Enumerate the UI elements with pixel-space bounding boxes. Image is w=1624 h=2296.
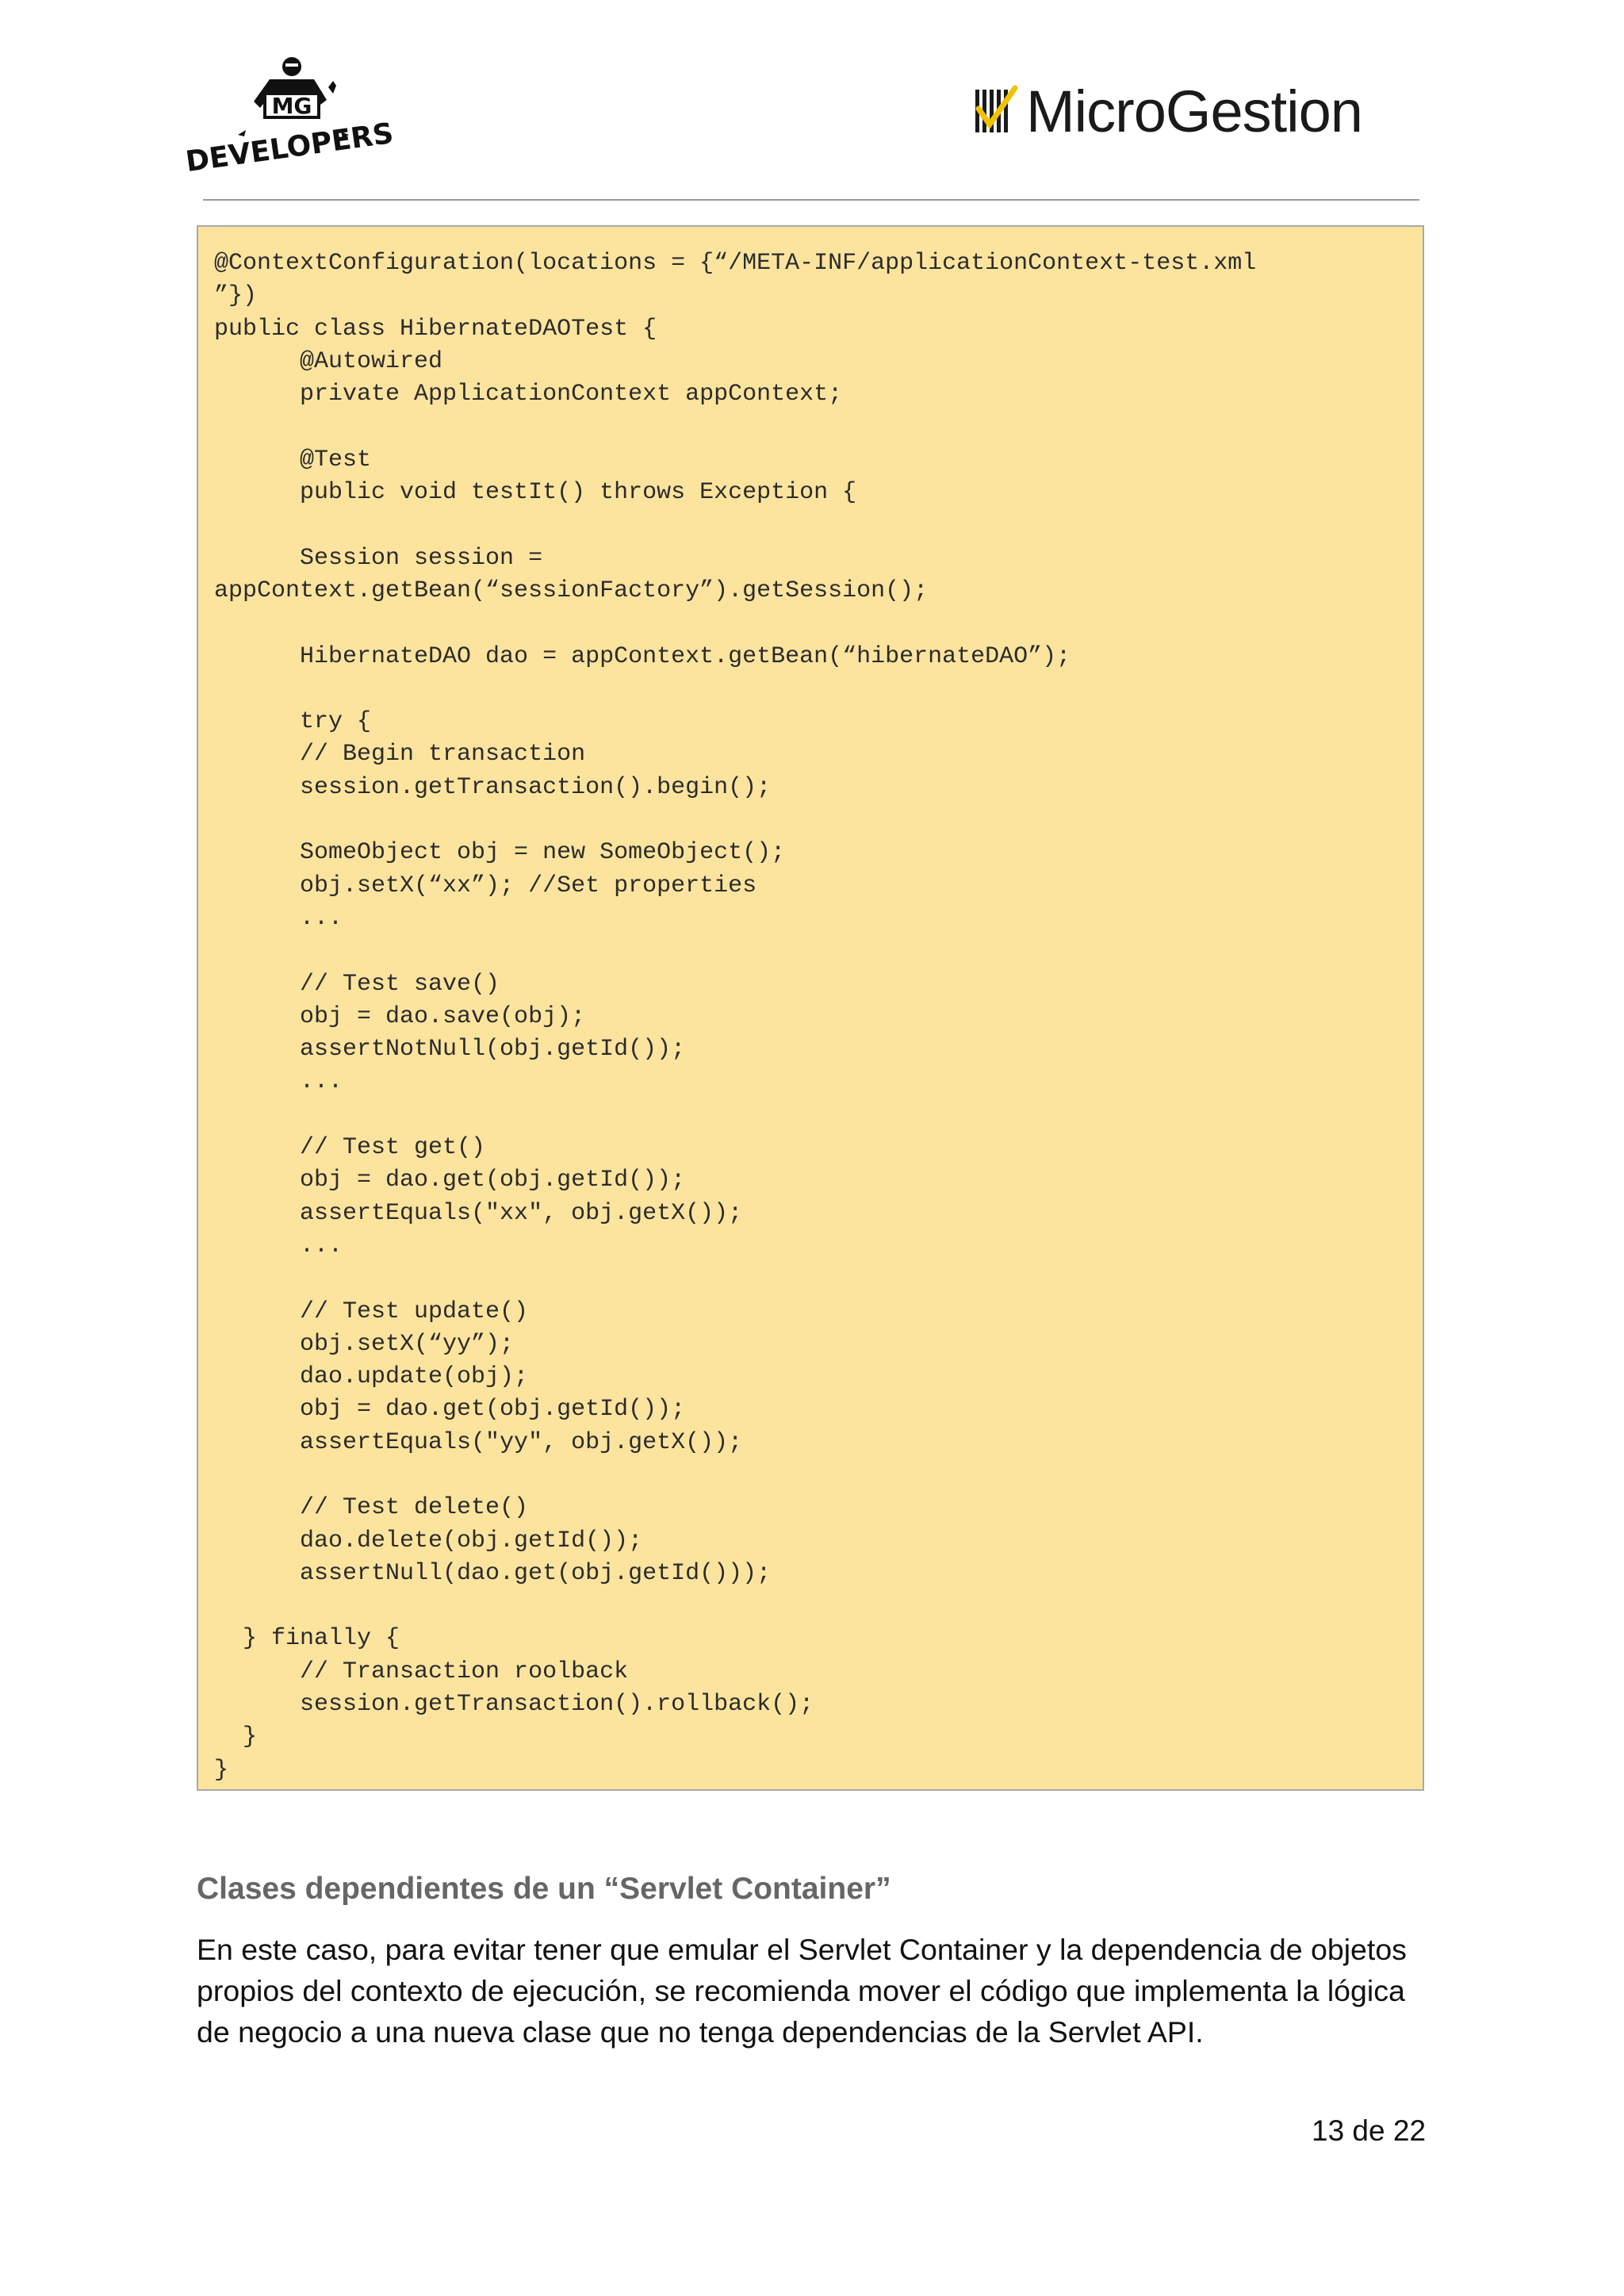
mg-developers-logo <box>183 56 396 179</box>
code-line: session.getTransaction().begin(); <box>214 773 772 801</box>
microgestion-mark-icon <box>974 85 1018 137</box>
code-line: appContext.getBean(“sessionFactory”).getSession(); <box>214 577 929 604</box>
logo-developers-text: DEVELOPERS <box>183 117 396 179</box>
microgestion-brand-text: MicroGestion <box>1026 78 1362 144</box>
mg-developers-logo-icon <box>183 56 396 179</box>
code-line: // Test get() <box>214 1134 486 1162</box>
code-line: obj.setX(“yy”); <box>214 1330 515 1358</box>
header-divider <box>203 199 1419 201</box>
code-line <box>214 673 1256 706</box>
code-line: obj = dao.get(obj.getId()); <box>214 1396 686 1424</box>
code-line: } <box>214 1756 229 1784</box>
code-line: assertNotNull(obj.getId()); <box>214 1036 686 1064</box>
code-line: try { <box>214 708 372 736</box>
code-line: ”}) <box>214 282 258 310</box>
section-paragraph <box>197 1929 1465 2053</box>
code-line: // Test update() <box>214 1297 529 1325</box>
code-line: ... <box>214 1068 343 1096</box>
code-line: } <box>214 1723 258 1751</box>
paragraph-line: En este caso, para evitar tener que emular el Servlet Container y la dependencia de objetos <box>197 1933 1407 1966</box>
code-line <box>214 509 1256 542</box>
code-line: // Transaction roolback <box>214 1658 629 1685</box>
code-line <box>214 1263 1256 1295</box>
code-line <box>214 1099 1256 1132</box>
code-line: HibernateDAO dao = appContext.getBean(“hibernateDAO”); <box>214 642 1071 670</box>
code-line: @Test <box>214 446 372 473</box>
code-line <box>214 411 1256 443</box>
code-line: dao.delete(obj.getId()); <box>214 1527 643 1554</box>
page-header <box>0 0 1624 206</box>
paragraph-line: de negocio a una nueva clase que no tenga dependencias de la Servlet API. <box>197 2015 1204 2049</box>
code-line: assertNull(dao.get(obj.getId())); <box>214 1559 772 1587</box>
code-line: private ApplicationContext appContext; <box>214 381 843 408</box>
code-line <box>214 935 1256 968</box>
code-line: ... <box>214 1232 343 1259</box>
code-line: @Autowired <box>214 347 443 375</box>
section-heading: Clases dependientes de un “Servlet Container” <box>197 1872 891 1906</box>
code-line: @ContextConfiguration(locations = {“/META-INF/applicationContext-test.xml <box>214 250 1257 277</box>
code-line: assertEquals("xx", obj.getX()); <box>214 1199 743 1227</box>
code-line: ... <box>214 904 343 932</box>
page-number: 13 de 22 <box>1312 2114 1427 2147</box>
code-line: public void testIt() throws Exception { <box>214 479 857 507</box>
code-line: } finally { <box>214 1625 400 1653</box>
code-line <box>214 1590 1256 1623</box>
code-line <box>214 1459 1256 1492</box>
code-line: obj = dao.save(obj); <box>214 1002 586 1030</box>
code-line: // Begin transaction <box>214 741 586 769</box>
code-line: // Test save() <box>214 970 500 998</box>
code-line: SomeObject obj = new SomeObject(); <box>214 839 786 867</box>
code-line: Session session = <box>214 544 543 572</box>
code-line: public class HibernateDAOTest { <box>214 315 657 343</box>
code-block <box>197 225 1424 1791</box>
code-line: session.getTransaction().rollback(); <box>214 1691 814 1719</box>
code-line <box>214 804 1256 837</box>
code-line: assertEquals("yy", obj.getX()); <box>214 1428 743 1456</box>
paragraph-line: propios del contexto de ejecución, se recomienda mover el código que implementa la lógica <box>197 1974 1405 2007</box>
code-line: obj.setX(“xx”); //Set properties <box>214 872 757 899</box>
code-line: dao.update(obj); <box>214 1363 529 1391</box>
microgestion-logo <box>974 79 1362 143</box>
code-line: obj = dao.get(obj.getId()); <box>214 1167 686 1194</box>
code-line <box>214 608 1256 640</box>
logo-mg-text: MG <box>271 93 312 119</box>
code-listing <box>214 247 1256 1787</box>
code-line: // Test delete() <box>214 1494 529 1522</box>
